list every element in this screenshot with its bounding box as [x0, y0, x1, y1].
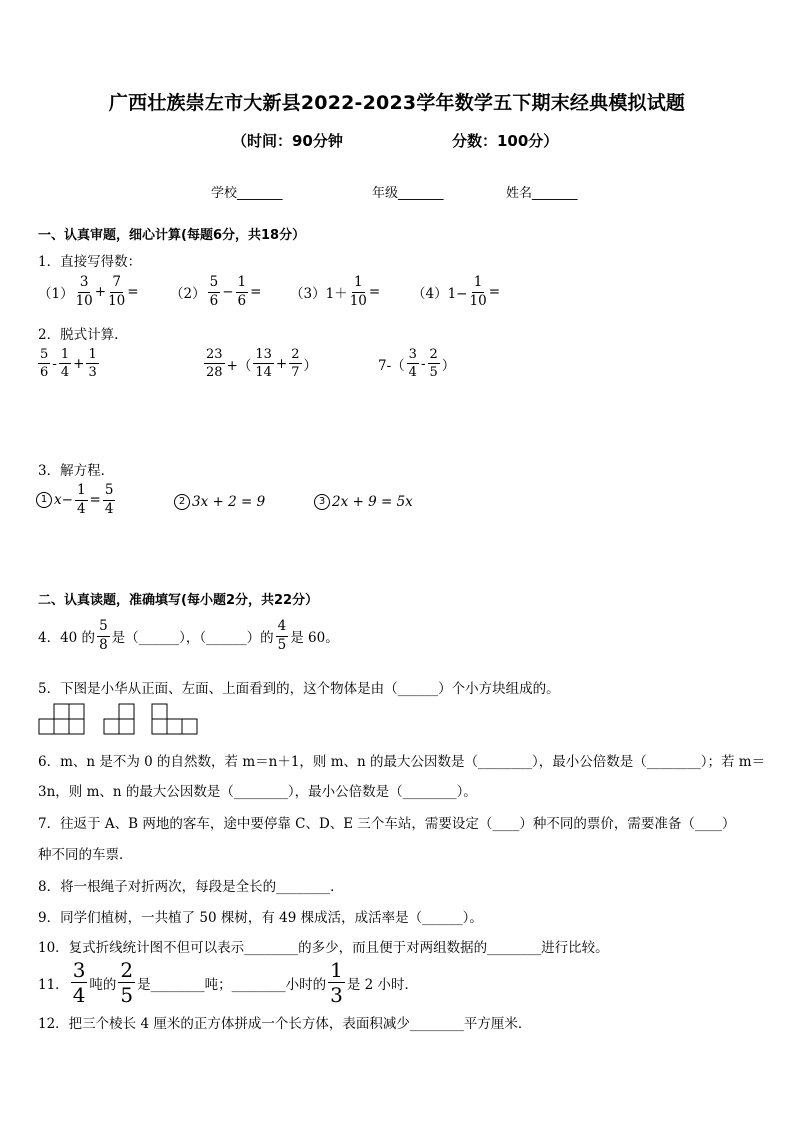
grade-field: 年级_______	[372, 186, 444, 201]
circled-number: 1	[36, 492, 52, 508]
q3-equation-2: 2 3x + 2 = 9	[174, 494, 265, 510]
school-field: 学校_______	[211, 186, 283, 201]
q7-line-1: 7．往返于 A、B 两地的客车，途中要停靠 C、D、E 三个车站，需要设定（____）种不同的票价，需要准备（____）	[38, 816, 736, 832]
q12: 12．把三个棱长 4 厘米的正方体拼成一个长方体，表面积减少________平方厘米．	[38, 1016, 532, 1032]
q11: 11． $\frac{3}{4}$ 吨的 $\frac{2}{5}$ 是________吨；________小时的 $\frac{1}{3}$ 是 2 小时．	[38, 958, 419, 1007]
q6-line-1: 6．m、n 是不为 0 的自然数，若 m＝n＋1，则 m、n 的最大公因数是（________），最小公倍数是（________）；若 m＝	[38, 754, 766, 770]
q4: 4．40 的 $\frac{5}{8}$ 是（______），（______）的 $\frac{4}{5}$ 是 60。	[38, 618, 339, 653]
q8: 8．将一根绳子对折两次，每段是全长的________．	[38, 879, 344, 895]
q6-line-2: 3n，则 m、n 的最大公因数是（________），最小公倍数是（________）。	[38, 784, 477, 800]
q10: 10．复式折线统计图不但可以表示________的多少，而且便于对两组数据的________进行比较。	[38, 940, 609, 956]
q7-line-2: 种不同的车票．	[38, 847, 133, 863]
q3-label: 3．解方程．	[38, 463, 115, 479]
q2-expr-3: 7-（ $\frac{3}{4}$ - $\frac{2}{5}$ ）	[378, 347, 456, 380]
q3-equation-1: 1 x − $\frac{1}{4}$ = $\frac{5}{4}$	[36, 484, 117, 516]
q2-expr-1: $\frac{5}{6}$ - $\frac{1}{4}$ + $\frac{1}{3}$	[40, 347, 97, 380]
circled-number: 2	[174, 494, 190, 510]
block-views-figure	[38, 703, 208, 737]
page-title: 广西壮族崇左市大新县2022-2023学年数学五下期末经典模拟试题	[108, 92, 686, 114]
score-info: 分数：100分）	[452, 132, 559, 150]
q1-item-3: （3）1＋ $\frac{1}{10}$ =	[290, 274, 381, 309]
q2-expr-2: $\frac{23}{28}$ +（ $\frac{13}{14}$ + $\frac{2}{7}$ ）	[206, 347, 317, 380]
q1-label: 1．直接写得数：	[38, 254, 142, 270]
front-view	[39, 704, 84, 734]
q9: 9．同学们植树，一共植了 50 棵树，有 49 棵成活，成活率是（______）。	[38, 910, 483, 926]
circled-number: 3	[314, 494, 330, 510]
time-info: （时间：90分钟	[232, 132, 343, 150]
q5: 5．下图是小华从正面、左面、上面看到的，这个物体是由（______）个小方块组成的。	[38, 681, 560, 697]
top-view	[152, 704, 197, 734]
section1-heading: 一、认真审题，细心计算(每题6分，共18分）	[38, 228, 306, 243]
q3-equation-3: 3 2x + 9 = 5x	[314, 494, 413, 510]
section2-heading: 二、认真读题，准确填写(每小题2分，共22分）	[38, 593, 319, 608]
left-view	[104, 704, 134, 734]
q2-label: 2．脱式计算.	[38, 327, 119, 343]
q1-item-2: （2） $\frac{5}{6}$ − $\frac{1}{6}$ =	[170, 274, 262, 309]
q1-item-1: （1） $\frac{3}{10}$ + $\frac{7}{10}$ =	[38, 274, 139, 309]
q1-item-4: （4）1− $\frac{1}{10}$ =	[412, 274, 500, 309]
name-field: 姓名_______	[506, 186, 578, 201]
